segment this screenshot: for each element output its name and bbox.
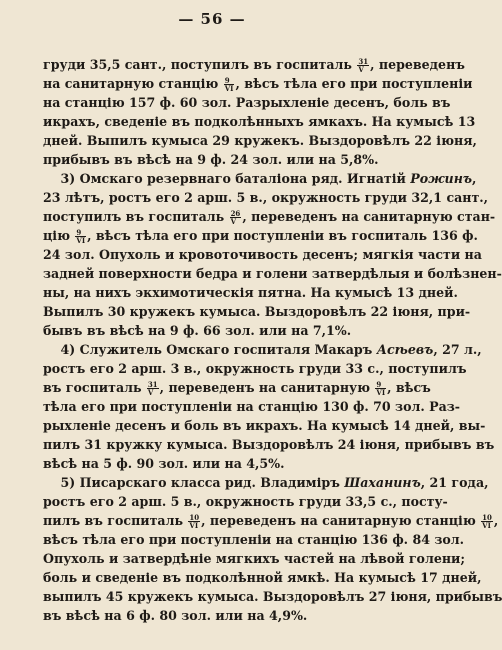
surname: Асѣевъ	[376, 342, 434, 357]
fraction-day: 9	[75, 229, 86, 237]
text-run: Опухоль и затвердѣніе мягкихъ частей на лѣвой голени;	[43, 551, 466, 566]
surname: Рожинъ	[410, 171, 473, 186]
text-run: задней поверхности бедра и голени затвердѣлыя и болѣзнен-	[43, 266, 502, 281]
text-run: на станцію 157 ф. 60 зол. Разрыхленіе деcенъ, боль въ	[43, 95, 451, 110]
body-text	[43, 55, 502, 625]
text-line	[43, 188, 489, 207]
date-fraction	[481, 514, 493, 529]
text-line	[43, 378, 431, 397]
text-run: бывъ въ вѣсѣ на 9 ф. 66 зол. или на 7,1%.	[43, 323, 352, 338]
fraction-month: VI	[76, 236, 86, 245]
text-run: , 27 л.,	[433, 342, 482, 357]
date-fraction	[375, 381, 386, 396]
text-line	[43, 283, 458, 302]
text-run: , 21 года,	[420, 475, 489, 490]
text-run: 4) Служитель Омскаго госпиталя Макаръ	[43, 342, 377, 357]
text-run: , переведенъ	[370, 57, 465, 72]
fraction-day: 9	[375, 381, 386, 389]
fraction-day: 31	[358, 57, 369, 66]
fraction-day: 26	[230, 209, 241, 218]
date-fraction	[188, 514, 200, 529]
text-line	[43, 226, 478, 245]
fraction-month: VI	[482, 521, 491, 530]
text-line	[43, 264, 502, 283]
text-run: Выпилъ 30 кружекъ кумыса. Выздоровѣлъ 22 іюня, при-	[43, 304, 471, 319]
page-number: — 56 —	[178, 10, 246, 28]
text-run: боль и сведеніе въ подколѣнной ямкѣ. На кумысѣ 17 дней,	[43, 570, 482, 585]
text-line	[43, 397, 461, 416]
text-line	[43, 587, 502, 606]
date-fraction	[224, 77, 235, 92]
text-line	[43, 321, 390, 340]
text-line	[43, 131, 477, 150]
fraction-month: V	[147, 388, 154, 397]
text-run: 5) Писарскаго класса рид. Владиміръ	[43, 475, 345, 490]
text-line	[43, 245, 482, 264]
text-line	[43, 530, 465, 549]
text-line	[43, 454, 390, 473]
fraction-day: 10	[482, 513, 492, 522]
text-run: ,	[493, 513, 499, 528]
text-run: 3) Омскаго резервнаго баталіона ряд. Игнатій	[43, 171, 411, 186]
text-run: , переведенъ на санитарную	[159, 380, 375, 395]
fraction-month: VI	[376, 388, 386, 397]
text-line	[43, 55, 465, 74]
text-run: вѣсѣ на 5 ф. 90 зол. или на 4,5%.	[43, 456, 285, 471]
surname: Шаханинъ	[344, 475, 421, 490]
text-run: , переведенъ на санитарную станцію	[201, 513, 481, 528]
fraction-day: 9	[224, 77, 235, 85]
text-run: 24 зол. Опухоль и кровоточивость деcенъ; мягкія части на	[43, 247, 482, 262]
text-run: рыхленіе деcенъ и боль въ икрахъ. На кумысѣ 14 дней, вы-	[43, 418, 486, 433]
text-line	[43, 435, 495, 454]
text-run: ,	[472, 171, 477, 186]
text-line	[43, 416, 486, 435]
text-run: дней. Выпилъ кумыса 29 кружекъ. Выздоровѣлъ 22 іюня,	[43, 133, 477, 148]
text-line	[43, 340, 482, 359]
text-line	[43, 150, 390, 169]
text-run: вѣсъ тѣла его при поступленіи на станцію 136 ф. 84 зол.	[43, 532, 465, 547]
text-run: ростъ его 2 арш. 3 в., окружность груди 33 с., поступилъ	[43, 361, 467, 376]
text-line	[43, 511, 499, 530]
text-run: ны, на нихъ экхимотическія пятна. На кумысѣ 13 дней.	[43, 285, 458, 300]
text-line	[43, 492, 448, 511]
fraction-day: 10	[189, 513, 200, 522]
date-fraction	[75, 229, 86, 244]
text-run: въ госпиталь	[43, 380, 146, 395]
text-run: пилъ въ госпиталь	[43, 513, 188, 528]
text-line	[43, 568, 482, 587]
text-run: икрахъ, сведеніе въ подколѣнныхъ ямкахъ. На кумысѣ 13	[43, 114, 476, 129]
text-run: 23 лѣтъ, ростъ его 2 арш. 5 в., окружность груди 32,1 сант.,	[43, 190, 489, 205]
text-line	[43, 207, 496, 226]
fraction-month: VI	[224, 84, 234, 93]
fraction-month: VI	[189, 521, 199, 530]
date-fraction	[230, 210, 242, 225]
text-run: на санитарную станцію	[43, 76, 223, 91]
text-line	[43, 359, 467, 378]
date-fraction	[147, 381, 159, 396]
text-run: прибывъ въ вѣсѣ на 9 ф. 24 зол. или на 5,8%.	[43, 152, 379, 167]
text-run: тѣла его при поступленіи на станцію 130 ф. 70 зол. Раз-	[43, 399, 461, 414]
text-line	[43, 74, 473, 93]
text-line	[43, 473, 489, 492]
text-run: груди 35,5 сант., поступилъ въ госпиталь	[43, 57, 357, 72]
text-line	[43, 112, 476, 131]
text-run: , переведенъ на санитарную стан-	[242, 209, 496, 224]
text-run: пилъ 31 кружку кумыса. Выздоровѣлъ 24 іюня, прибывъ въ	[43, 437, 495, 452]
text-line	[43, 606, 390, 625]
text-line	[43, 93, 451, 112]
text-run: въ вѣсѣ на 6 ф. 80 зол. или на 4,9%.	[43, 608, 308, 623]
text-line	[43, 169, 477, 188]
text-run: , вѣсъ тѣла его при поступленіи въ госпиталь 136 ф.	[87, 228, 478, 243]
text-run: цію	[43, 228, 75, 243]
text-run: выпилъ 45 кружекъ кумыса. Выздоровѣлъ 27 іюня, прибывъ	[43, 589, 502, 604]
text-run: , вѣсъ тѣла его при поступленіи	[235, 76, 473, 91]
fraction-month: V	[230, 217, 236, 226]
text-line	[43, 302, 471, 321]
text-run: ростъ его 2 арш. 5 в., окружность груди 33,5 с., посту-	[43, 494, 448, 509]
fraction-month: V	[358, 65, 364, 74]
date-fraction	[357, 58, 369, 73]
text-line	[43, 549, 466, 568]
fraction-day: 31	[147, 380, 158, 389]
text-run: поступилъ въ госпиталь	[43, 209, 229, 224]
text-run: , вѣсъ	[387, 380, 431, 395]
